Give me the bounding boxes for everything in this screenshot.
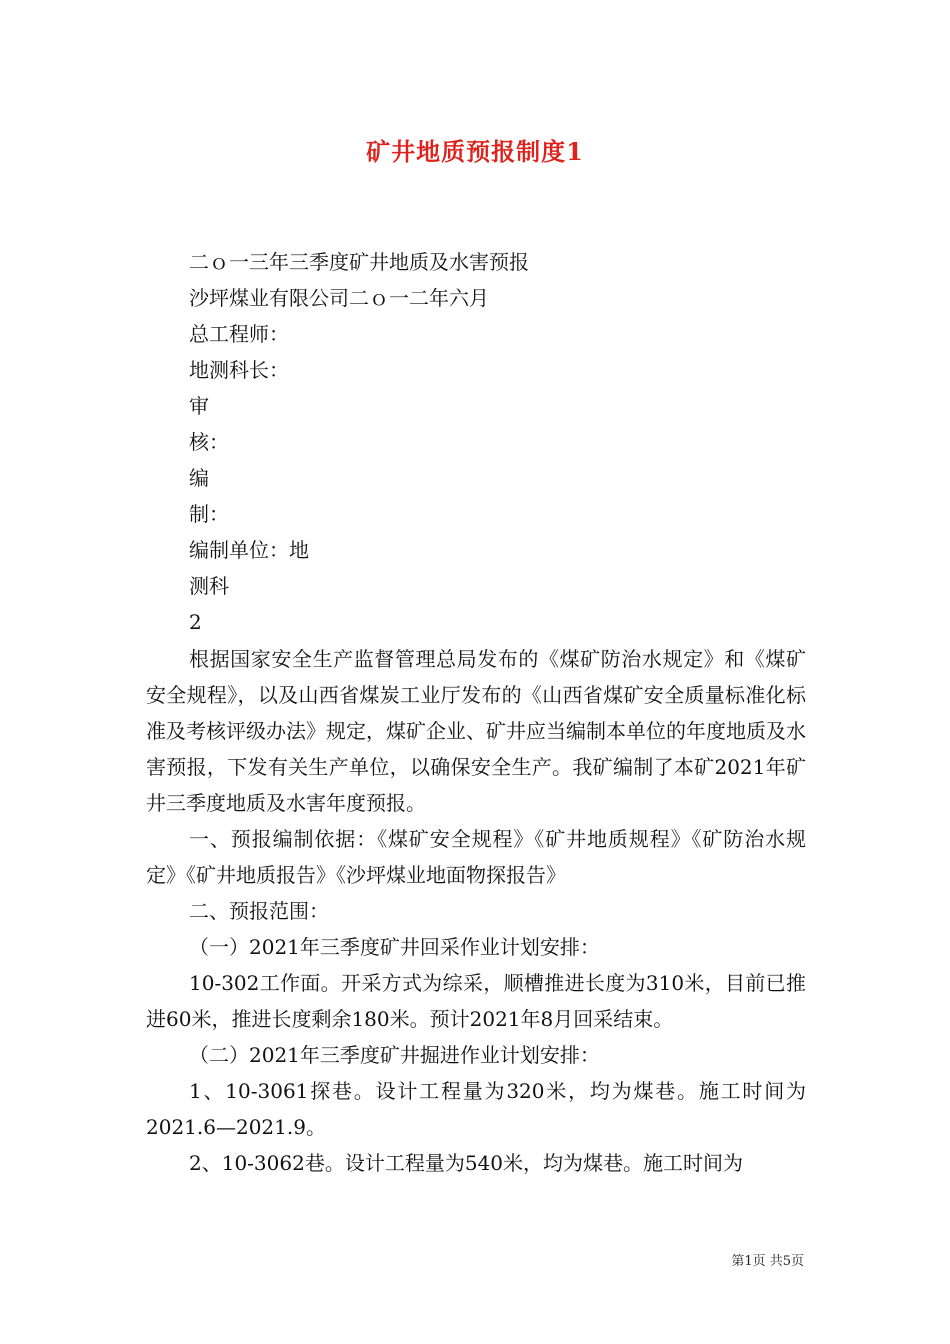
header-line: 二ｏ一三年三季度矿井地质及水害预报 <box>189 250 529 274</box>
paragraph: 一、预报编制依据：《煤矿安全规程》《矿井地质规程》《矿防治水规定》《矿井地质报告》《沙坪煤业地面物探报告》 <box>146 827 806 887</box>
paragraph: （二）2021年三季度矿井掘进作业计划安排： <box>189 1043 600 1067</box>
header-line: 编 <box>189 466 209 490</box>
paragraph: 根据国家安全生产监督管理总局发布的《煤矿防治水规定》和《煤矿安全规程》，以及山西省煤炭工业厅发布的《山西省煤矿安全质量标准化标准及考核评级办法》规定，煤矿企业、矿井应当编制本单位的年度地质及水害预报，下发有关生产单位，以确保安全生产。我矿编制了本矿2021年矿井三季度地质及水害年度预报。 <box>146 647 806 815</box>
paragraph: 二、预报范围： <box>189 899 329 923</box>
header-line: 总工程师： <box>189 322 289 346</box>
header-line: 沙坪煤业有限公司二ｏ一二年六月 <box>189 286 489 310</box>
paragraph: 10-302工作面。开采方式为综采，顺槽推进长度为310米，目前已推进60米，推进长度剩余180米。预计2021年8月回采结束。 <box>146 971 806 1031</box>
header-line: 核： <box>189 430 229 454</box>
header-line: 地测科长： <box>189 358 289 382</box>
header-line: 制： <box>189 502 229 526</box>
header-line: 测科 <box>189 574 229 598</box>
paragraph: （一）2021年三季度矿井回采作业计划安排： <box>189 935 600 959</box>
header-line: 编制单位：地 <box>189 538 309 562</box>
header-line: 2 <box>189 610 202 634</box>
body-text <box>146 641 806 1181</box>
page-number: 第1页 共5页 <box>731 1254 804 1269</box>
header-block <box>189 244 829 640</box>
paragraph: 1、10-3061探巷。设计工程量为320米，均为煤巷。施工时间为2021.6—2021.9。 <box>146 1079 806 1139</box>
document-title: 矿井地质预报制度1 <box>366 137 584 166</box>
paragraph: 2、10-3062巷。设计工程量为540米，均为煤巷。施工时间为 <box>189 1151 744 1175</box>
header-line: 审 <box>189 394 209 418</box>
